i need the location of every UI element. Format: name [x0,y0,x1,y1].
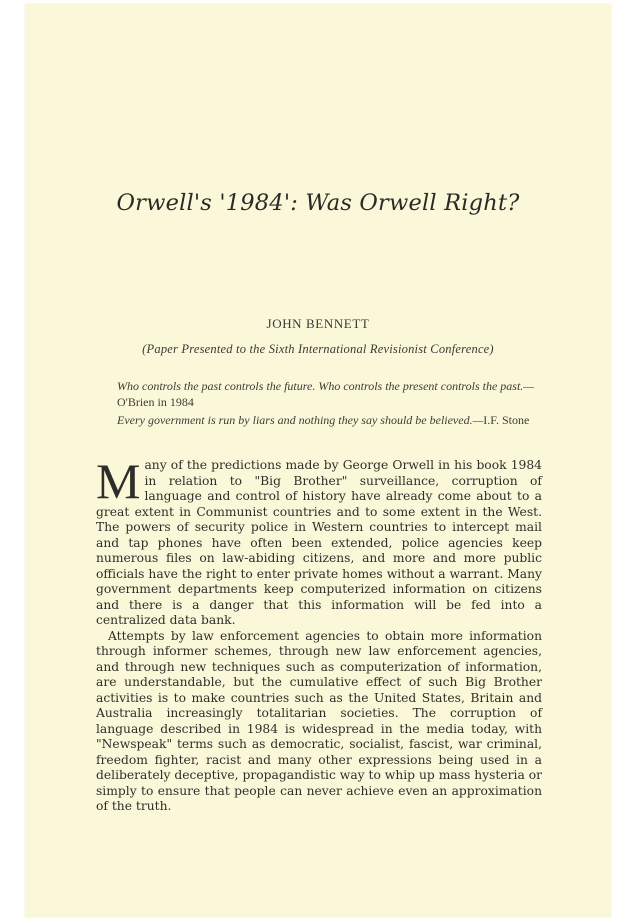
body-paragraph [96,629,542,815]
paragraph-text: any of the predictions made by George Orwell in his book 1984 in relation to "Big Brother" surveillance, corruption of language and control of history have already come about to a great extent in Communist countries and to some extent in the West. The powers of security police in Western countries to intercept mail and tap phones have often been extended, police agencies keep numerous files on law-abiding citizens, and more and more public officials have the right to enter private homes without a warrant. Many government departments keep computerized information on citizens and there is a danger that this information will be fed into a centralized data bank. [96,458,542,627]
author-name: JOHN BENNETT [266,316,370,331]
epigraph-attribution: I.F. Stone [483,413,530,427]
epigraph [117,378,537,410]
epigraphs [117,378,537,430]
body-paragraph [96,453,542,629]
paragraph-text: Attempts by law enforcement agencies to obtain more information through informer schemes, through new law enforcement agencies, and through new techniques such as computerization of information, are understandable, but the cumulative effect of such Big Brother activities is to make countries such as the United States, Britain and Australia increasingly totalitarian societies. The corruption of language described in 1984 is widespread in the media today, with "Newspeak" terms such as democratic, socialist, fascist, war criminal, freedom fighter, racist and many other expressions being used in a deliberately deceptive, propagandistic way to whip up mass hysteria or simply to ensure that people can never achieve even an approximation of the truth. [96,628,542,813]
presentation-note: (Paper Presented to the Sixth International Revisionist Conference) [142,342,494,356]
document-page [25,4,611,917]
epigraph-quote: Every government is run by liars and nothing they say should be believed.— [117,413,484,427]
article-title: Orwell's '1984': Was Orwell Right? [116,190,520,216]
epigraph-attribution: O'Brien in 1984 [117,395,194,409]
article-body [96,453,542,815]
drop-cap: M [96,453,141,509]
epigraph-quote: Who controls the past controls the future. Who controls the present controls the past.— [117,379,534,393]
epigraph [117,412,537,428]
